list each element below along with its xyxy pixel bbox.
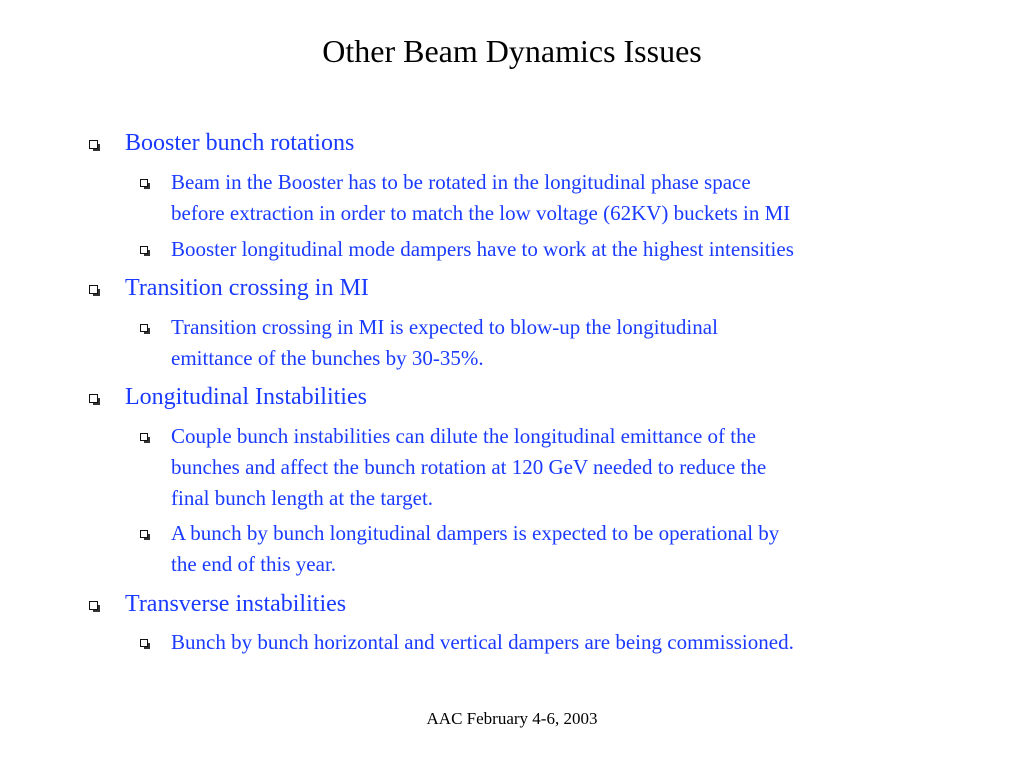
bullet-item-line: Booster longitudinal mode dampers have to work at the highest intensities <box>171 237 794 261</box>
bullet-item <box>171 312 951 374</box>
bullet-item-line: Beam in the Booster has to be rotated in the longitudinal phase space <box>171 170 751 194</box>
hollow-square-bullet-icon <box>89 140 98 149</box>
bullet-heading-text: Transverse instabilities <box>125 591 347 617</box>
bullet-item-line: Transition crossing in MI is expected to blow-up the longitudinal <box>171 315 718 339</box>
bullet-item <box>171 421 951 514</box>
bullet-item <box>171 518 951 580</box>
hollow-square-bullet-icon <box>140 639 148 647</box>
bullet-heading <box>125 273 985 303</box>
slide-title: Other Beam Dynamics Issues <box>322 33 702 69</box>
bullet-item-line: final bunch length at the target. <box>171 486 434 510</box>
bullet-item <box>171 167 951 229</box>
hollow-square-bullet-icon <box>140 324 148 332</box>
bullet-heading <box>125 589 985 619</box>
bullet-heading-text: Transition crossing in MI <box>125 275 369 301</box>
bullet-heading <box>125 128 985 158</box>
hollow-square-bullet-icon <box>89 601 98 610</box>
bullet-item-line: bunches and affect the bunch rotation at 120 GeV needed to reduce the <box>171 455 767 479</box>
hollow-square-bullet-icon <box>140 433 148 441</box>
bullet-item-line: Couple bunch instabilities can dilute the longitudinal emittance of the <box>171 424 756 448</box>
bullet-heading-text: Longitudinal Instabilities <box>125 384 367 410</box>
hollow-square-bullet-icon <box>89 285 98 294</box>
bullet-heading-text: Booster bunch rotations <box>125 130 355 156</box>
bullet-item-line: before extraction in order to match the low voltage (62KV) buckets in MI <box>171 201 791 225</box>
bullet-item <box>171 627 951 658</box>
bullet-item-line: the end of this year. <box>171 552 337 576</box>
bullet-item-line: A bunch by bunch longitudinal dampers is expected to be operational by <box>171 521 780 545</box>
hollow-square-bullet-icon <box>89 394 98 403</box>
hollow-square-bullet-icon <box>140 246 148 254</box>
bullet-item-line: Bunch by bunch horizontal and vertical dampers are being commissioned. <box>171 630 794 654</box>
bullet-item-line: emittance of the bunches by 30-35%. <box>171 346 484 370</box>
bullet-item <box>171 234 951 265</box>
slide-footer: AAC February 4-6, 2003 <box>426 709 598 728</box>
hollow-square-bullet-icon <box>140 530 148 538</box>
hollow-square-bullet-icon <box>140 179 148 187</box>
bullet-heading <box>125 382 985 412</box>
